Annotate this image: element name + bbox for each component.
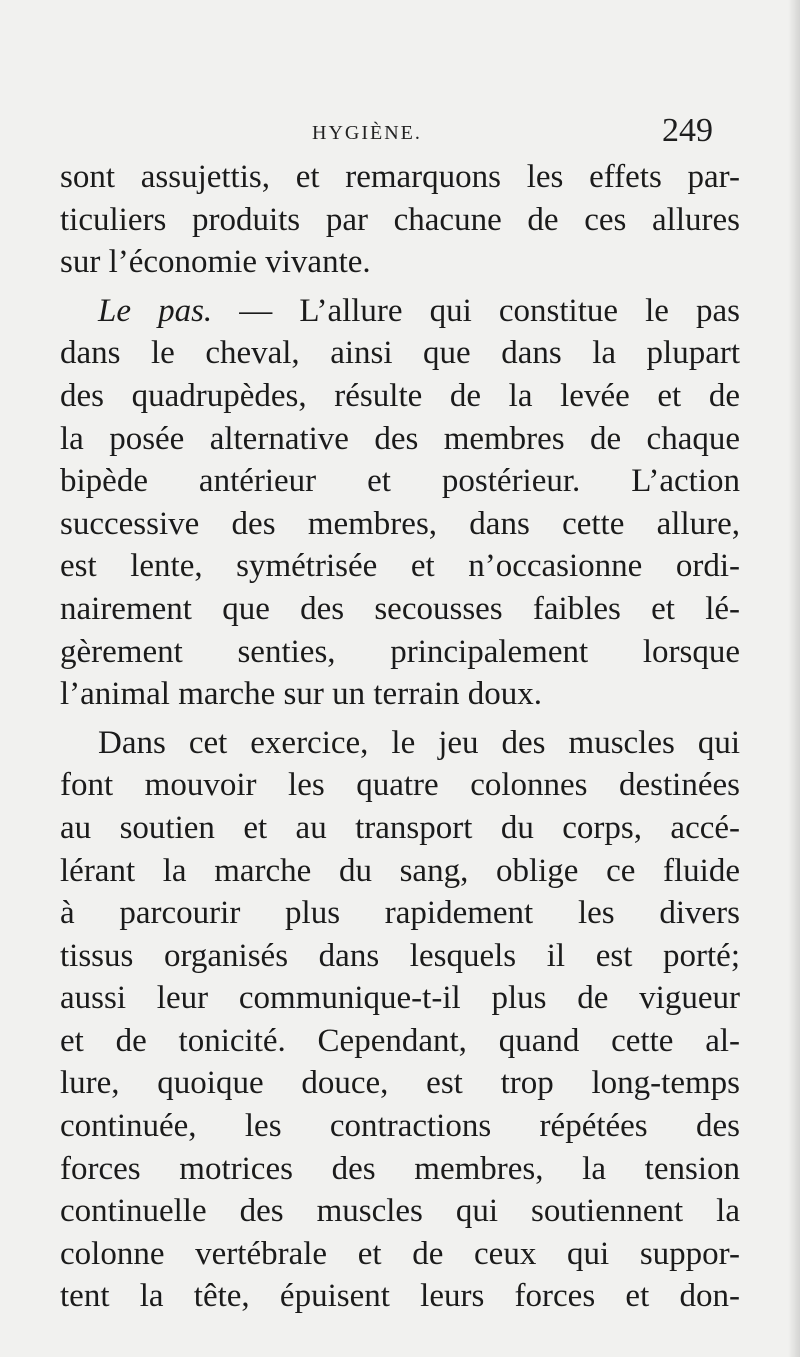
text-line: sur l’économie vivante. <box>60 244 371 281</box>
text-line: des quadrupèdes, résulte de la levée et de <box>60 377 740 414</box>
text-line: gèrement senties, principalement lorsque <box>60 633 740 670</box>
section-run-in-heading: Le pas. <box>98 292 213 329</box>
text-line: continuée, les contractions répétées des <box>60 1108 740 1145</box>
text-line: est lente, symétrisée et n’occasionne ordi- <box>60 548 740 585</box>
text-run: — L’allure qui constitue le pas <box>212 292 740 329</box>
page-number: 249 <box>662 112 713 149</box>
text-line: bipède antérieur et postérieur. L’action <box>60 463 740 500</box>
body-text <box>60 156 740 1318</box>
text-line: tissus organisés dans lesquels il est porté; <box>60 937 740 974</box>
text-line <box>60 290 740 333</box>
text-line: à parcourir plus rapidement les divers <box>60 895 740 932</box>
text-line: colonne vertébrale et de ceux qui suppor- <box>60 1235 740 1272</box>
page-edge-shadow <box>788 0 800 1357</box>
text-line: ticuliers produits par chacune de ces allures <box>60 201 740 238</box>
text-line: l’animal marche sur un terrain doux. <box>60 676 542 713</box>
running-head: HYGIÈNE. <box>312 122 422 144</box>
text-line: tent la tête, épuisent leurs forces et don- <box>60 1278 740 1315</box>
text-line: et de tonicité. Cependant, quand cette al- <box>60 1022 740 1059</box>
text-line: forces motrices des membres, la tension <box>60 1150 740 1187</box>
text-line: Dans cet exercice, le jeu des muscles qui <box>98 724 740 761</box>
text-line: dans le cheval, ainsi que dans la plupart <box>60 335 740 372</box>
text-line: continuelle des muscles qui soutiennent la <box>60 1193 740 1230</box>
text-line: au soutien et au transport du corps, accé- <box>60 809 740 846</box>
text-line: successive des membres, dans cette allure, <box>60 505 740 542</box>
text-line: la posée alternative des membres de chaque <box>60 420 740 457</box>
text-line: font mouvoir les quatre colonnes destinées <box>60 767 740 804</box>
page-header <box>0 112 800 152</box>
text-line: lure, quoique douce, est trop long-temps <box>60 1065 740 1102</box>
text-line: lérant la marche du sang, oblige ce fluide <box>60 852 740 889</box>
text-line: sont assujettis, et remarquons les effets par- <box>60 159 740 195</box>
text-line: nairement que des secousses faibles et lé- <box>60 590 740 627</box>
text-line: aussi leur communique-t-il plus de vigueur <box>60 980 740 1017</box>
